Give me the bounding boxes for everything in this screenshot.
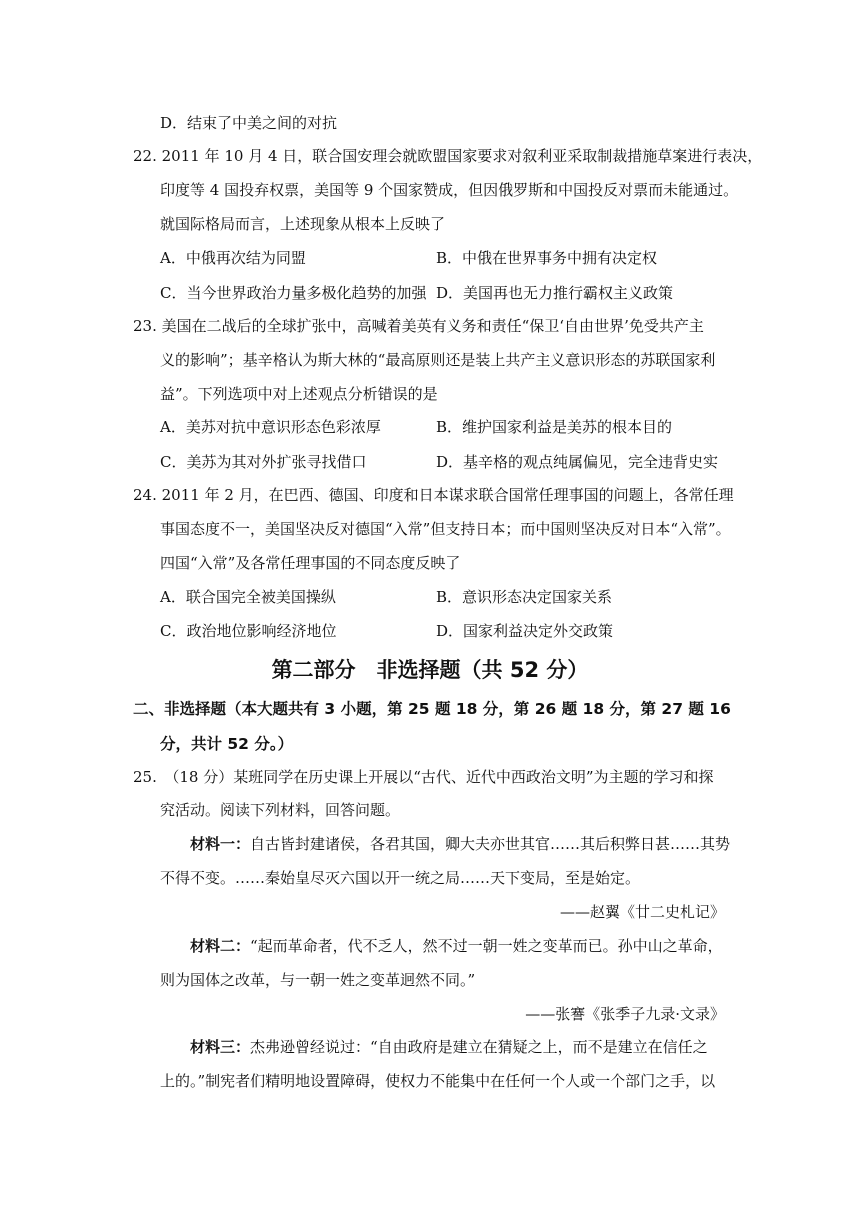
section-heading-line: 二、非选择题（本大题共有 3 小题，第 25 题 18 分，第 26 题 18 分，第 27 题 16 bbox=[133, 700, 731, 718]
material-3-line: 上的。”制宪者们精明地设置障碍，使权力不能集中在任何一个人或一个部门之手，以 bbox=[160, 1072, 716, 1090]
q24-option-c: C．政治地位影响经济地位 bbox=[160, 622, 337, 640]
q23-stem-line: 23. 美国在二战后的全球扩张中，高喊着美英有义务和责任“保卫‘自由世界’免受共产主 bbox=[133, 317, 704, 335]
material-3-label: 材料三： bbox=[190, 1038, 251, 1056]
q22-option-a: A．中俄再次结为同盟 bbox=[160, 249, 306, 267]
section-heading-line: 分，共计 52 分。） bbox=[160, 735, 294, 753]
material-3-line bbox=[190, 1036, 708, 1057]
q23-option-c: C．美苏为其对外扩张寻找借口 bbox=[160, 453, 367, 471]
material-2-label: 材料二： bbox=[190, 937, 251, 955]
q24-stem-line: 24. 2011 年 2 月，在巴西、德国、印度和日本谋求联合国常任理事国的问题上，各常任理 bbox=[133, 486, 734, 504]
part-two-title: 第二部分 非选择题（共 52 分） bbox=[271, 658, 589, 682]
q22-option-c: C．当今世界政治力量多极化趋势的加强 bbox=[160, 284, 427, 302]
q24-option-b: B．意识形态决定国家关系 bbox=[436, 588, 613, 606]
q22-option-d: D．美国再也无力推行霸权主义政策 bbox=[436, 284, 674, 302]
q24-stem-line: 四国“入常”及各常任理事国的不同态度反映了 bbox=[160, 554, 461, 572]
q22-option-b: B．中俄在世界事务中拥有决定权 bbox=[436, 249, 658, 267]
material-2-source: ——张謇《张季子九录·文录》 bbox=[525, 1005, 725, 1023]
q23-option-b: B．维护国家利益是美苏的根本目的 bbox=[436, 418, 673, 436]
q22-stem-line: 就国际格局而言，上述现象从根本上反映了 bbox=[160, 215, 446, 233]
material-1-line: 不得不变。……秦始皇尽灭六国以开一统之局……天下变局，至是始定。 bbox=[160, 869, 641, 887]
q22-stem-line: 印度等 4 国投弃权票，美国等 9 个国家赞成，但因俄罗斯和中国投反对票而未能通过。 bbox=[160, 181, 739, 199]
q22-stem-line: 22. 2011 年 10 月 4 日，联合国安理会就欧盟国家要求对叙利亚采取制裁措施草案进行表决， bbox=[133, 147, 763, 165]
q24-option-d: D．国家利益决定外交政策 bbox=[436, 622, 614, 640]
material-1-label: 材料一： bbox=[190, 835, 251, 853]
material-1-text: 自古皆封建诸侯，各君其国，卿大夫亦世其官……其后积弊日甚……其势 bbox=[250, 835, 731, 853]
material-2-text: “起而革命者，代不乏人，然不过一朝一姓之变革而已。孙中山之革命， bbox=[250, 937, 723, 955]
q23-option-d: D．基辛格的观点纯属偏见，完全违背史实 bbox=[436, 453, 719, 471]
q24-option-a: A．联合国完全被美国操纵 bbox=[160, 588, 336, 606]
q23-option-a: A．美苏对抗中意识形态色彩浓厚 bbox=[160, 418, 381, 436]
q23-stem-line: 义的影响”；基辛格认为斯大林的“最高原则还是装上共产主义意识形态的苏联国家利 bbox=[160, 351, 716, 369]
q24-stem-line: 事国态度不一，美国坚决反对德国“入常”但支持日本；而中国则坚决反对日本“入常”。 bbox=[160, 520, 731, 538]
q25-intro-line: 究活动。阅读下列材料，回答问题。 bbox=[160, 801, 401, 819]
material-2-line bbox=[190, 935, 723, 956]
q21-option-d: D．结束了中美之间的对抗 bbox=[160, 114, 338, 132]
material-2-line: 则为国体之改革，与一朝一姓之变革迥然不同。” bbox=[160, 971, 476, 989]
q23-stem-line: 益”。下列选项中对上述观点分析错误的是 bbox=[160, 385, 438, 403]
material-1-source: ——赵翼《廿二史札记》 bbox=[559, 903, 725, 921]
material-3-text: 杰弗逊曾经说过：“自由政府是建立在猜疑之上，而不是建立在信任之 bbox=[250, 1038, 708, 1056]
q25-intro-line: 25. （18 分）某班同学在历史课上开展以“古代、近代中西政治文明”为主题的学习和探 bbox=[133, 768, 714, 786]
material-1-line bbox=[190, 833, 730, 854]
